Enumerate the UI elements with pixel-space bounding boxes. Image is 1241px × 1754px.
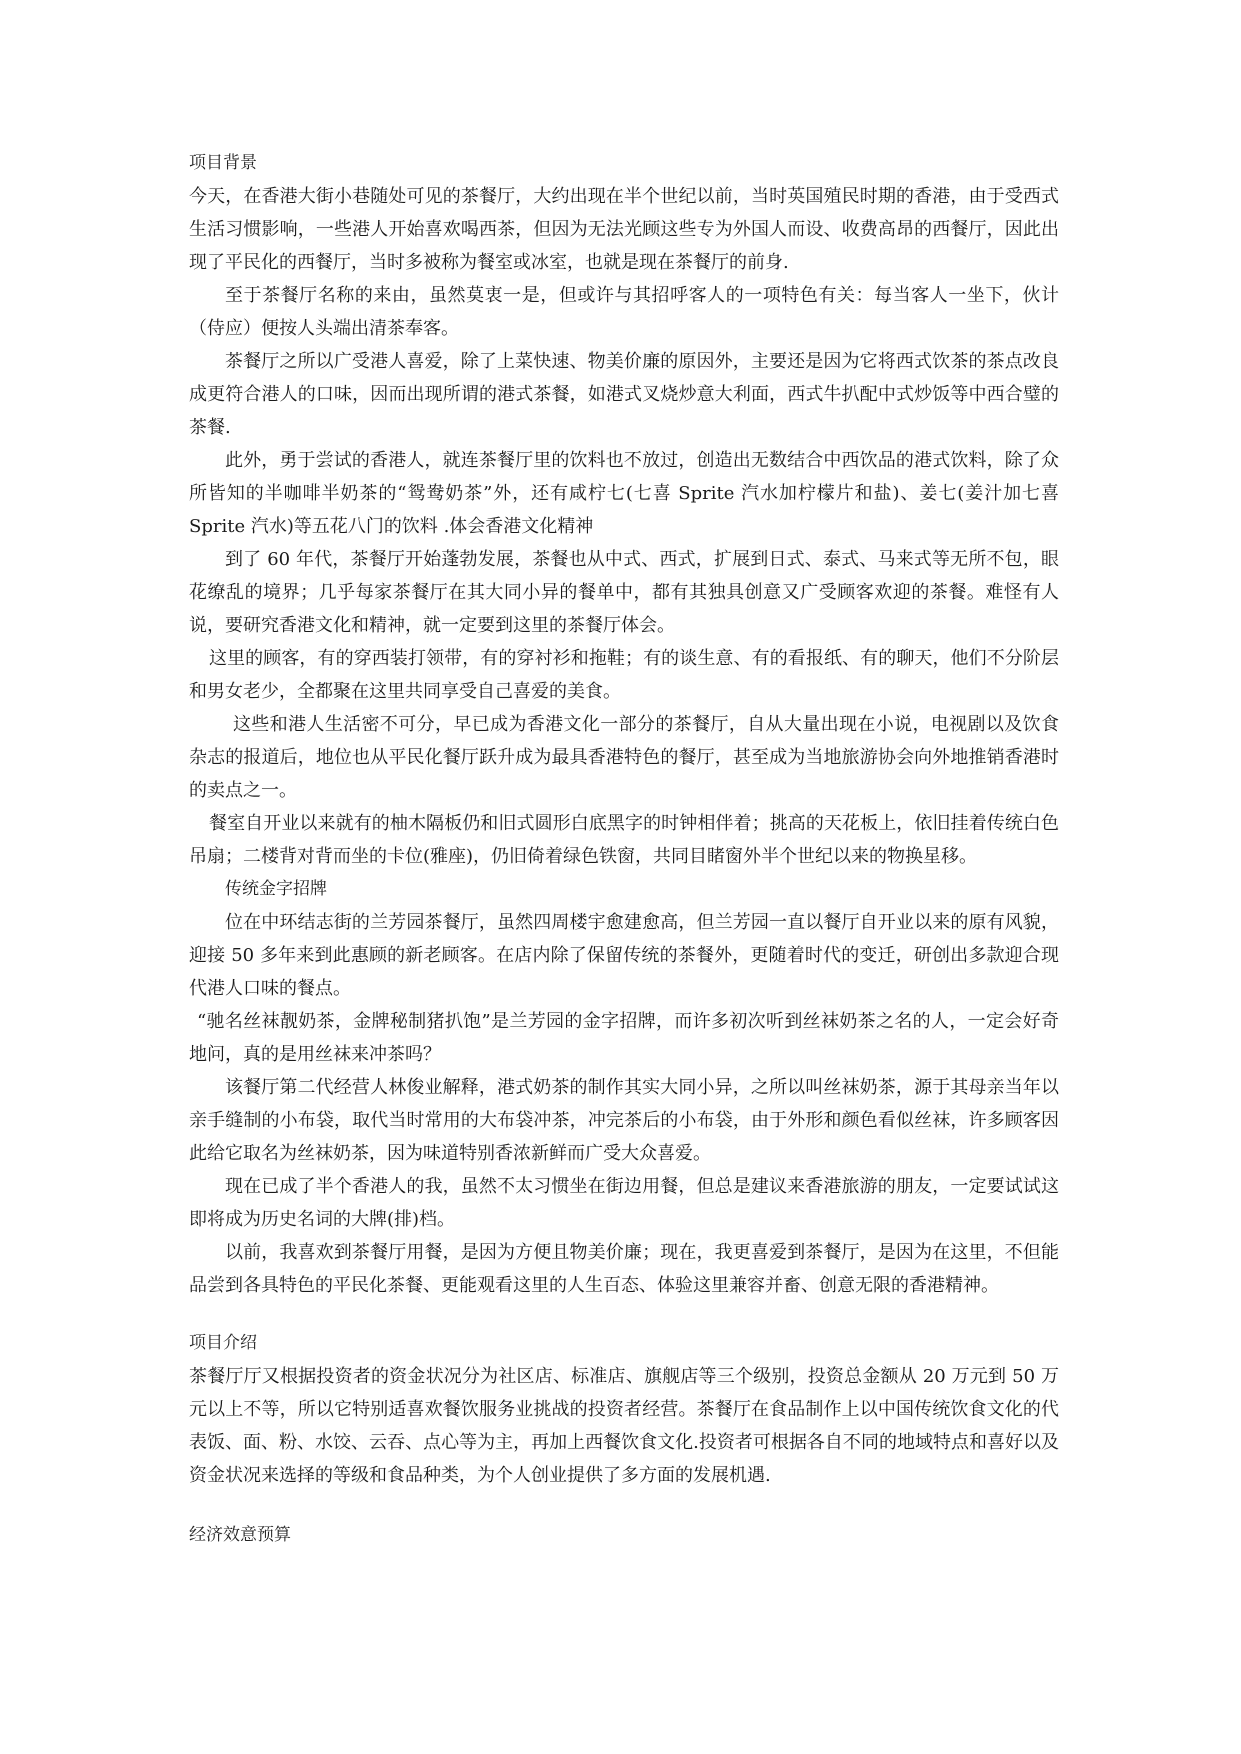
section-heading-background: 项目背景 xyxy=(189,153,257,173)
paragraph: 这里的顾客，有的穿西装打领带，有的穿衬衫和拖鞋；有的谈生意、有的看报纸、有的聊天，他们不分阶层和男女老少，全都聚在这里共同享受自己喜爱的美食。 xyxy=(189,648,1059,702)
paragraph: “驰名丝袜靓奶茶，金牌秘制猪扒饱”是兰芳园的金字招牌，而许多初次听到丝袜奶茶之名的人，一定会好奇地问，真的是用丝袜来冲茶吗？ xyxy=(189,1011,1059,1065)
document-page xyxy=(189,150,1059,1552)
paragraph: 至于茶餐厅名称的来由，虽然莫衷一是，但或许与其招呼客人的一项特色有关：每当客人一坐下，伙计（侍应）便按人头端出清茶奉客。 xyxy=(189,285,1059,339)
paragraph: 该餐厅第二代经营人林俊业解释，港式奶茶的制作其实大同小异，之所以叫丝袜奶茶，源于其母亲当年以亲手缝制的小布袋，取代当时常用的大布袋冲茶，冲完茶后的小布袋，由于外形和颜色看似丝袜，许多顾客因此给它取名为丝袜奶茶，因为味道特别香浓新鲜而广受大众喜爱。 xyxy=(189,1077,1059,1164)
section-heading-budget: 经济效意预算 xyxy=(189,1525,291,1545)
section-heading-intro: 项目介绍 xyxy=(189,1333,257,1353)
paragraph: 位在中环结志街的兰芳园茶餐厅，虽然四周楼宇愈建愈高，但兰芳园一直以餐厅自开业以来的原有风貌，迎接 50 多年来到此惠顾的新老顾客。在店内除了保留传统的茶餐外，更随着时代的变迁，研创出多款迎合现代港人口味的餐点。 xyxy=(189,912,1059,999)
paragraph: 餐室自开业以来就有的柚木隔板仍和旧式圆形白底黑字的时钟相伴着；挑高的天花板上，依旧挂着传统白色吊扇；二楼背对背而坐的卡位(雅座)，仍旧倚着绿色铁窗，共同目睹窗外半个世纪以来的物换星移。 xyxy=(189,813,1059,867)
paragraph: 现在已成了半个香港人的我，虽然不太习惯坐在街边用餐，但总是建议来香港旅游的朋友，一定要试试这即将成为历史名词的大牌(排)档。 xyxy=(189,1176,1059,1230)
paragraph: 茶餐厅之所以广受港人喜爱，除了上菜快速、物美价廉的原因外，主要还是因为它将西式饮茶的茶点改良成更符合港人的口味，因而出现所谓的港式茶餐，如港式叉烧炒意大利面，西式牛扒配中式炒饭等中西合璧的茶餐. xyxy=(189,351,1059,438)
subheading-golden-sign: 传统金字招牌 xyxy=(225,879,327,899)
paragraph: 到了 60 年代，茶餐厅开始蓬勃发展，茶餐也从中式、西式，扩展到日式、泰式、马来式等无所不包，眼花缭乱的境界；几乎每家茶餐厅在其大同小异的餐单中，都有其独具创意又广受顾客欢迎的茶餐。难怪有人说，要研究香港文化和精神，就一定要到这里的茶餐厅体会。 xyxy=(189,549,1059,636)
paragraph: 今天，在香港大街小巷随处可见的茶餐厅，大约出现在半个世纪以前，当时英国殖民时期的香港，由于受西式生活习惯影响，一些港人开始喜欢喝西茶，但因为无法光顾这些专为外国人而设、收费高昂的西餐厅，因此出现了平民化的西餐厅，当时多被称为餐室或冰室，也就是现在茶餐厅的前身. xyxy=(189,186,1059,273)
paragraph: 这些和港人生活密不可分，早已成为香港文化一部分的茶餐厅，自从大量出现在小说，电视剧以及饮食杂志的报道后，地位也从平民化餐厅跃升成为最具香港特色的餐厅，甚至成为当地旅游协会向外地推销香港时的卖点之一。 xyxy=(189,714,1059,801)
paragraph: 此外，勇于尝试的香港人，就连茶餐厅里的饮料也不放过，创造出无数结合中西饮品的港式饮料，除了众所皆知的半咖啡半奶茶的“鸳鸯奶茶”外，还有咸柠七(七喜 Sprite 汽水加柠檬片和盐)、姜七(姜汁加七喜 Sprite 汽水)等五花八门的饮料 .体会香港文化精神 xyxy=(189,450,1059,537)
paragraph: 茶餐厅厅又根据投资者的资金状况分为社区店、标准店、旗舰店等三个级别，投资总金额从 20 万元到 50 万元以上不等，所以它特别适喜欢餐饮服务业挑战的投资者经营。茶餐厅在食品制作上以中国传统饮食文化的代表饭、面、粉、水饺、云吞、点心等为主，再加上西餐饮食文化.投资者可根据各自不同的地域特点和喜好以及资金状况来选择的等级和食品种类，为个人创业提供了多方面的发展机遇. xyxy=(189,1366,1059,1486)
paragraph: 以前，我喜欢到茶餐厅用餐，是因为方便且物美价廉；现在，我更喜爱到茶餐厅，是因为在这里，不但能品尝到各具特色的平民化茶餐、更能观看这里的人生百态、体验这里兼容并畜、创意无限的香港精神。 xyxy=(189,1242,1059,1296)
